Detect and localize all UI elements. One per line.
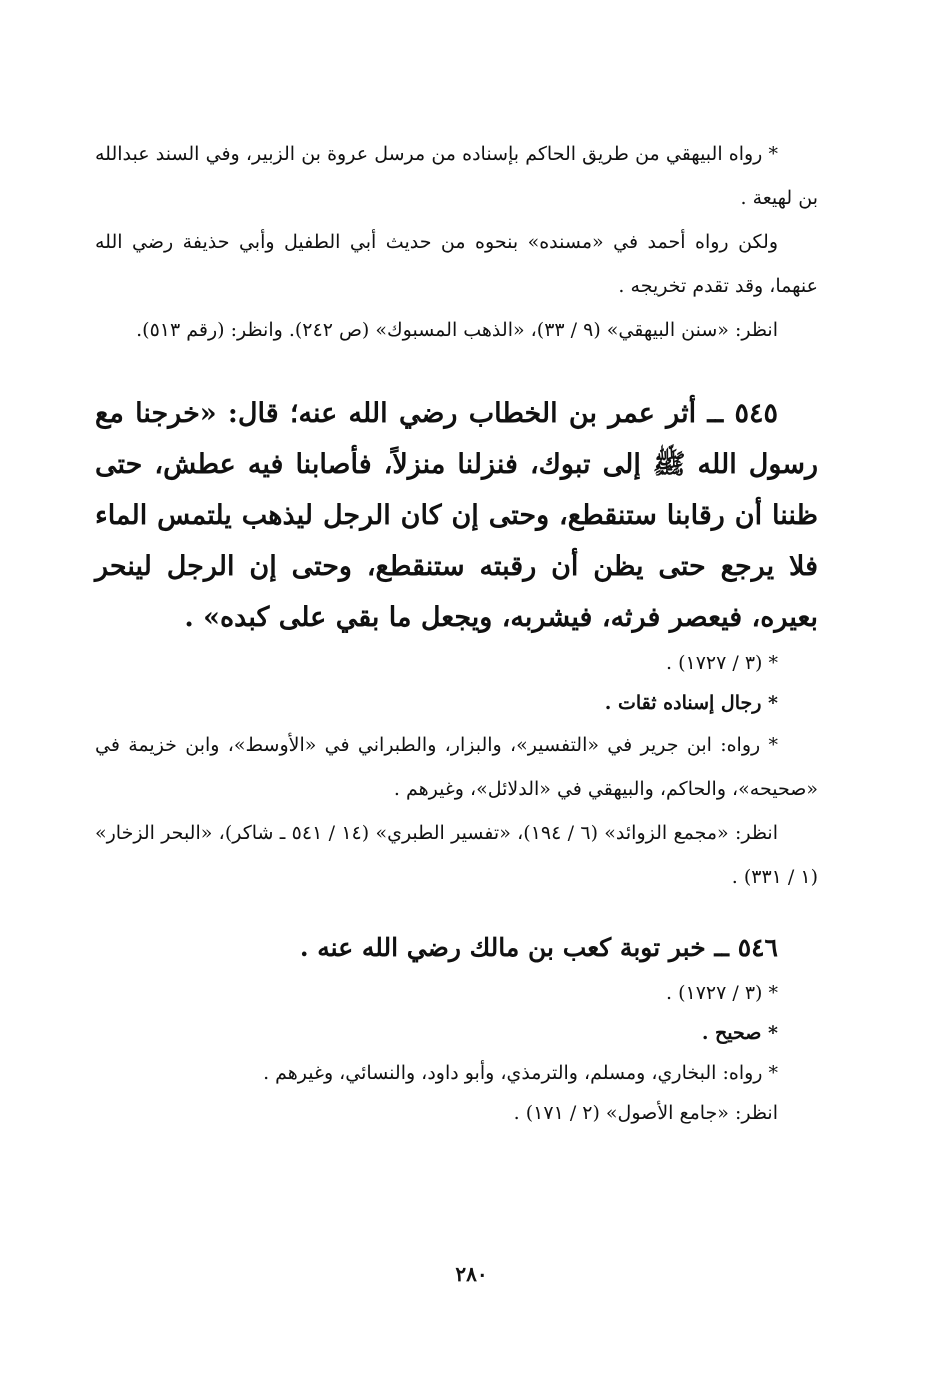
page-body: [95, 120, 818, 1335]
entry-546-ref: * (٣ / ١٧٢٧) .: [666, 982, 778, 1004]
note-ahmad-musnad: ولكن رواه أحمد في «مسنده» بنحوه من حديث أبي الطفيل وأبي حذيفة رضي الله عنهما، وقد تقدم تخريجه .: [95, 231, 818, 297]
entry-545-see: انظر: «مجمع الزوائد» (٦ / ١٩٤)، «تفسير الطبري» (١٤ / ٥٤١ ـ شاكر)، «البحر الزخار» (١ / ٣٣١) .: [95, 822, 818, 888]
entry-545: [95, 388, 818, 899]
entry-545-grade: * رجال إسناده ثقات .: [604, 692, 778, 714]
section-gap: [95, 899, 818, 923]
entry-546: [95, 923, 818, 1133]
note-bayhaqi-source: * رواه البيهقي من طريق الحاكم بإسناده من مرسل عروة بن الزبير، وفي السند عبدالله بن لهيعة .: [95, 143, 818, 209]
entry-546-see: انظر: «جامع الأصول» (٢ / ١٧١) .: [513, 1102, 778, 1124]
page-number: ٢٨٠: [455, 1262, 488, 1286]
note-see-references: انظر: «سنن البيهقي» (٩ / ٣٣)، «الذهب المسبوك» (ص ٢٤٢). وانظر: (رقم ٥١٣).: [136, 319, 778, 341]
entry-545-ref: * (٣ / ١٧٢٧) .: [666, 652, 778, 674]
section-gap: [95, 352, 818, 388]
entry-545-sources: * رواه: ابن جرير في «التفسير»، والبزار، والطبراني في «الأوسط»، وابن خزيمة في «صحيحه»، والحاكم، والبيهقي في «الدلائل»، وغيرهم .: [95, 734, 818, 800]
entry-546-sources: * رواه: البخاري، ومسلم، والترمذي، وأبو داود، والنسائي، وغيرهم .: [263, 1062, 778, 1084]
entry-546-title: ٥٤٦ ــ خبر توبة كعب بن مالك رضي الله عنه .: [299, 933, 778, 962]
entry-546-grade: * صحيح .: [701, 1022, 778, 1044]
entry-545-text: ٥٤٥ ــ أثر عمر بن الخطاب رضي الله عنه؛ قال: «خرجنا مع رسول الله ﷺ إلى تبوك، فنزلنا منزلاً، فأصابنا فيه عطش، حتى ظننا أن رقابنا ستنقطع، وحتى إن كان الرجل ليذهب يلتمس الماء فلا يرجع حتى يظن أن رقبته ستنقطع، وحتى إن الرجل لينحر بعيره، فيعصر فرثه، فيشربه، ويجعل ما بقي على كبده» .: [95, 398, 818, 633]
